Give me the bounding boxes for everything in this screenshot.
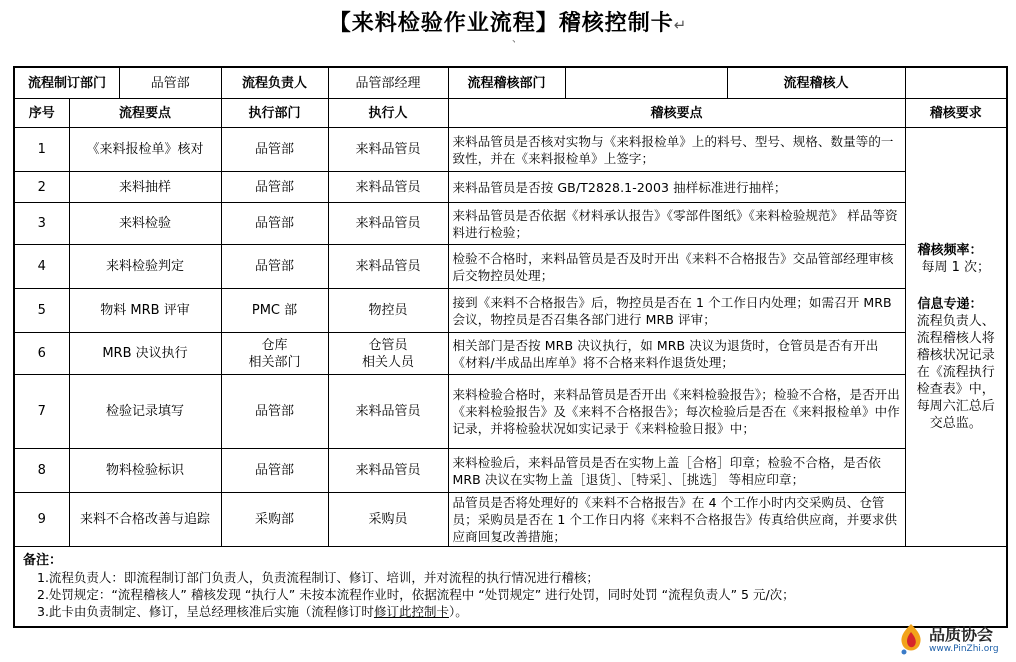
table-row <box>14 172 1007 203</box>
owner-label: 流程负责人 <box>221 67 328 99</box>
row-number: 6 <box>14 333 69 375</box>
process-point: 来料检验判定 <box>69 245 221 289</box>
col-header-person: 执行人 <box>328 99 448 128</box>
exec-person: 采购员 <box>328 493 448 547</box>
row-number: 1 <box>14 128 69 172</box>
note-line-end: ）。 <box>448 604 468 619</box>
note-line: 1.流程负责人：即流程制订部门负责人，负责流程制订、修订、培训，并对流程的执行情况进行稽核； <box>37 570 599 585</box>
table-row <box>14 289 1007 333</box>
column-header-row <box>14 99 1007 128</box>
exec-dept: 品管部 <box>221 245 328 289</box>
process-point: 物料 MRB 评审 <box>69 289 221 333</box>
row-number: 5 <box>14 289 69 333</box>
audit-point: 来料检验合格时，来料品管员是否开出《来料检验报告》；检验不合格，是否开出《来料检验报告》及《来料不合格报告》；每次检验后是否在《来料报检单》中作记录，并将检验状况如实记录于《来料检验日报》中； <box>448 375 905 449</box>
col-header-dept: 执行部门 <box>221 99 328 128</box>
exec-dept: 品管部 <box>221 128 328 172</box>
col-header-audit: 稽核要点 <box>448 99 905 128</box>
exec-dept: 品管部 <box>221 375 328 449</box>
dept-cell <box>14 67 221 99</box>
note-line-3 <box>23 603 998 620</box>
auditor-label: 流程稽核人 <box>727 67 905 99</box>
note-link[interactable]: 修订此控制卡 <box>373 604 449 619</box>
audit-point: 来料检验后，来料品管员是否在实物上盖［合格］印章；检验不合格，是否依 MRB 决议在实物上盖［退货］、［特采］、［挑选］ 等相应印章； <box>448 449 905 493</box>
row-number: 2 <box>14 172 69 203</box>
audit-point: 来料品管员是否依据《材料承认报告》《零部件图纸》《来料检验规范》 样品等资料进行检验； <box>448 203 905 245</box>
col-header-point: 流程要点 <box>69 99 221 128</box>
owner-value: 品管部经理 <box>328 67 448 99</box>
process-point: 来料检验 <box>69 203 221 245</box>
notes-title: 备注： <box>23 553 63 568</box>
table-row <box>14 449 1007 493</box>
logo <box>893 620 1015 660</box>
logo-icon <box>895 622 927 656</box>
exec-dept: 品管部 <box>221 449 328 493</box>
header-info-row <box>14 67 1007 99</box>
audit-dept-label: 流程稽核部门 <box>448 67 565 99</box>
row-number: 9 <box>14 493 69 547</box>
process-point: 《来料报检单》核对 <box>69 128 221 172</box>
info-label: 信息专递： <box>917 297 983 312</box>
audit-requirement <box>905 128 1007 547</box>
row-number: 8 <box>14 449 69 493</box>
row-number: 7 <box>14 375 69 449</box>
notes <box>14 547 1007 627</box>
dept-value: 品管部 <box>150 75 190 91</box>
col-header-requirement: 稽核要求 <box>905 99 1007 128</box>
exec-person: 物控员 <box>328 289 448 333</box>
exec-person: 来料品管员 <box>328 449 448 493</box>
exec-person: 来料品管员 <box>328 203 448 245</box>
dept-label: 流程制订部门 <box>15 68 120 98</box>
freq-value: 每周 1 次； <box>921 260 991 275</box>
paragraph-mark: ↵ <box>673 16 688 34</box>
exec-person: 来料品管员 <box>328 128 448 172</box>
table-row <box>14 203 1007 245</box>
exec-dept: 品管部 <box>221 203 328 245</box>
exec-dept: 采购部 <box>221 493 328 547</box>
audit-point: 品管员是否将处理好的《来料不合格报告》在 4 个工作小时内交采购员、仓管员；采购员是否在 1 个工作日内将《来料不合格报告》传真给供应商，并要求供应商回复改善措施； <box>448 493 905 547</box>
exec-dept: 品管部 <box>221 172 328 203</box>
process-point: MRB 决议执行 <box>69 333 221 375</box>
exec-dept: 仓库 相关部门 <box>221 333 328 375</box>
col-header-no: 序号 <box>14 99 69 128</box>
audit-point: 检验不合格时，来料品管员是否及时开出《来料不合格报告》交品管部经理审核后交物控员处理； <box>448 245 905 289</box>
table-row <box>14 375 1007 449</box>
logo-url: www.PinZhi.org <box>929 644 999 654</box>
exec-person: 仓管员 相关人员 <box>328 333 448 375</box>
note-line: 2.处罚规定：“流程稽核人” 稽核发现 “执行人” 未按本流程作业时，依据流程中 “处罚规定” 进行处罚，同时处罚 “流程负责人” 5 元/次； <box>37 587 795 602</box>
audit-point: 相关部门是否按 MRB 决议执行，如 MRB 决议为退货时，仓管员是否有开出《材料/半成品出库单》将不合格来料作退货处理； <box>448 333 905 375</box>
freq-label: 稽核频率： <box>917 243 983 258</box>
row-number: 4 <box>14 245 69 289</box>
audit-point: 接到《来料不合格报告》后，物控员是否在 1 个工作日内处理；如需召开 MRB 会议，物控员是否召集各部门进行 MRB 评审； <box>448 289 905 333</box>
info-value: 流程负责人、流程稽核人将稽核状况记录在《流程执行检查表》中，每周六汇总后交总监。 <box>916 314 995 431</box>
table-row <box>14 493 1007 547</box>
title-text: 【来料检验作业流程】稽核控制卡 <box>328 10 674 36</box>
exec-dept: PMC 部 <box>221 289 328 333</box>
row-number: 3 <box>14 203 69 245</box>
note-line: 3.此卡由负责制定、修订，呈总经理核准后实施（流程修订时 <box>37 604 374 619</box>
table-row <box>14 245 1007 289</box>
small-mark: 、 <box>512 34 522 45</box>
audit-point: 来料品管员是否核对实物与《来料报检单》上的料号、型号、规格、数量等的一致性，并在《来料报检单》上签字； <box>448 128 905 172</box>
audit-dept-value <box>565 67 727 99</box>
process-point: 来料抽样 <box>69 172 221 203</box>
exec-person: 来料品管员 <box>328 375 448 449</box>
table-row <box>14 333 1007 375</box>
auditor-value <box>905 67 1007 99</box>
audit-control-card <box>13 66 1008 628</box>
process-point: 来料不合格改善与追踪 <box>69 493 221 547</box>
process-point: 检验记录填写 <box>69 375 221 449</box>
exec-person: 来料品管员 <box>328 172 448 203</box>
process-point: 物料检验标识 <box>69 449 221 493</box>
table-row <box>14 128 1007 172</box>
page-title <box>0 6 1016 37</box>
logo-name: 品质协会 <box>929 625 994 644</box>
exec-person: 来料品管员 <box>328 245 448 289</box>
notes-row <box>14 547 1007 627</box>
audit-point: 来料品管员是否按 GB/T2828.1-2003 抽样标准进行抽样； <box>448 172 905 203</box>
